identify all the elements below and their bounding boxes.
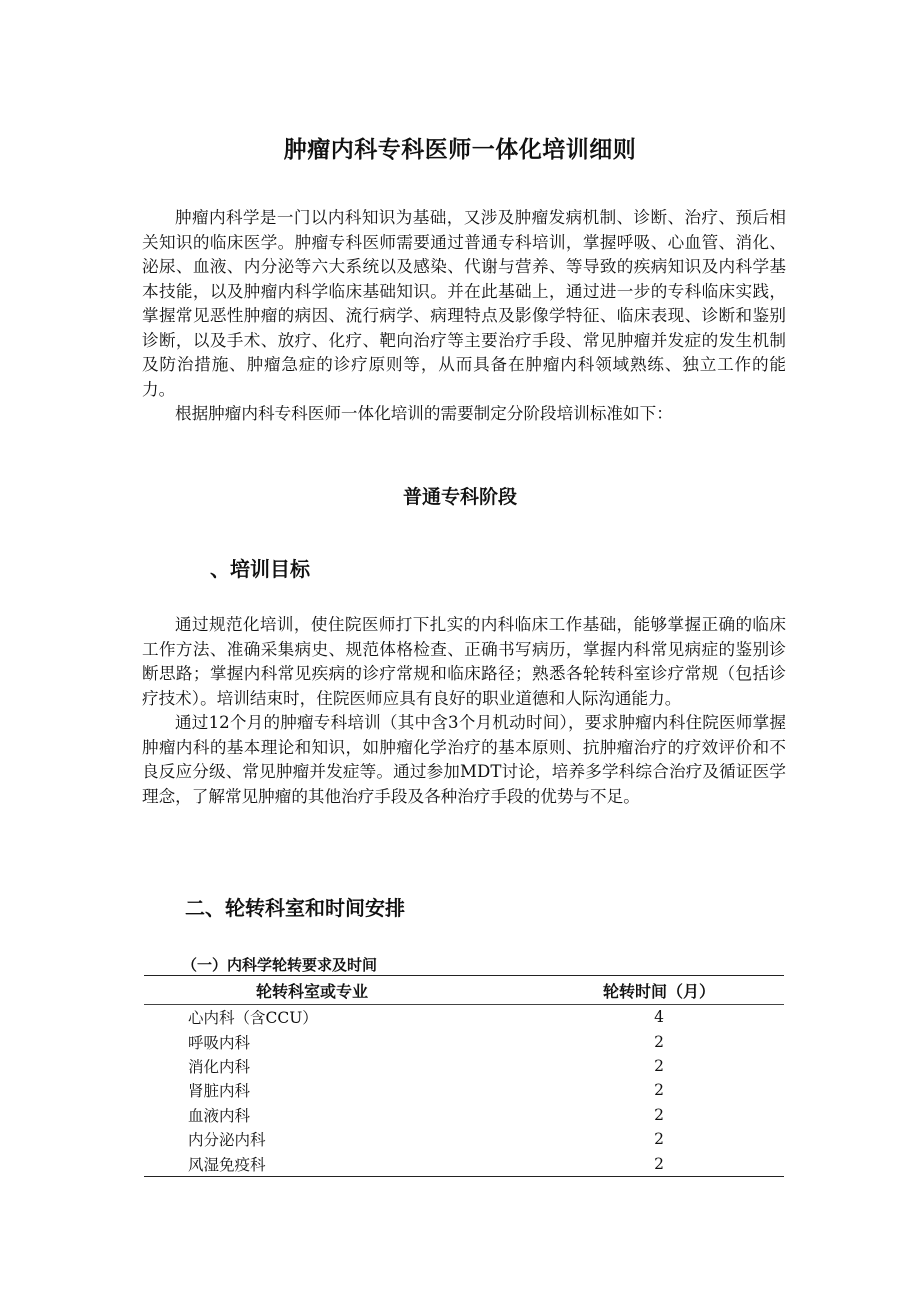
intro-paragraph: 根据肿瘤内科专科医师一体化培训的需要制定分阶段培训标准如下： xyxy=(175,404,673,423)
intro-section xyxy=(142,206,786,427)
dept-cell: 内分泌内科 xyxy=(188,1131,266,1150)
column-header-months: 轮转时间（月） xyxy=(534,976,784,1005)
training-goal-section xyxy=(142,613,786,809)
dept-cell: 呼吸内科 xyxy=(188,1033,251,1052)
months-cell: 2 xyxy=(654,1105,664,1124)
table-row xyxy=(144,1005,784,1030)
dept-cell: 血液内科 xyxy=(188,1106,251,1125)
goal-paragraph: 通过12个月的肿瘤专科培训（其中含3个月机动时间），要求肿瘤内科住院医师掌握肿瘤内科的基本理论和知识，如肿瘤化学治疗的基本原则、抗肿瘤治疗的疗效评价和不良反应分级、常见肿瘤并发症等。通过参加MDT讨论，培养多学科综合治疗及循证医学理念，了解常见肿瘤的其他治疗手段及各种治疗手段的优势与不足。 xyxy=(142,713,786,806)
months-cell: 4 xyxy=(654,1008,664,1027)
column-header-dept: 轮转科室或专业 xyxy=(144,976,534,1005)
months-cell: 2 xyxy=(654,1081,664,1100)
document-title: 肿瘤内科专科医师一体化培训细则 xyxy=(283,137,637,163)
stage-title: 普通专科阶段 xyxy=(402,486,517,508)
dept-cell: 风湿免疫科 xyxy=(144,1151,534,1176)
goal-paragraph: 通过规范化培训，使住院医师打下扎实的内科临床工作基础，能够掌握正确的临床工作方法、准确采集病史、规范体格检查、正确书写病历，掌握内科常见病症的鉴别诊断思路；掌握内科常见疾病的诊疗常规和临床路径；熟悉各轮转科室诊疗常规（包括诊疗技术）。培训结束时，住院医师应具有良好的职业道德和人际沟通能力。 xyxy=(142,615,786,708)
rotation-heading: 二、轮转科室和时间安排 xyxy=(185,896,405,920)
table-row xyxy=(144,1127,784,1151)
table-row xyxy=(144,1029,784,1053)
table-header-row xyxy=(144,976,784,1005)
months-cell: 2 xyxy=(534,1151,784,1176)
table-caption: （一）内科学轮转要求及时间 xyxy=(182,956,378,974)
table-row xyxy=(144,1078,784,1102)
months-cell: 2 xyxy=(654,1130,664,1149)
dept-cell: 肾脏内科 xyxy=(188,1082,251,1101)
dept-cell: 心内科（含CCU） xyxy=(188,1009,318,1028)
table-row xyxy=(144,1151,784,1176)
dept-cell: 消化内科 xyxy=(188,1057,251,1076)
months-cell: 2 xyxy=(654,1056,664,1075)
intro-paragraph: 肿瘤内科学是一门以内科知识为基础，又涉及肿瘤发病机制、诊断、治疗、预后相关知识的临床医学。肿瘤专科医师需要通过普通专科培训，掌握呼吸、心血管、消化、泌尿、血液、内分泌等六大系统以及感染、代谢与营养、等导致的疾病知识及内科学基本技能，以及肿瘤内科学临床基础知识。并在此基础上，通过进一步的专科临床实践，掌握常见恶性肿瘤的病因、流行病学、病理特点及影像学特征、临床表现、诊断和鉴别诊断，以及手术、放疗、化疗、靶向治疗等主要治疗手段、常见肿瘤并发症的发生机制及防治措施、肿瘤急症的诊疗原则等，从而具备在肿瘤内科领域熟练、独立工作的能力。 xyxy=(142,208,786,399)
months-cell: 2 xyxy=(654,1032,664,1051)
rotation-table xyxy=(144,975,784,1177)
table-row xyxy=(144,1103,784,1127)
training-goal-heading: 、培训目标 xyxy=(210,557,310,581)
table-row xyxy=(144,1054,784,1078)
